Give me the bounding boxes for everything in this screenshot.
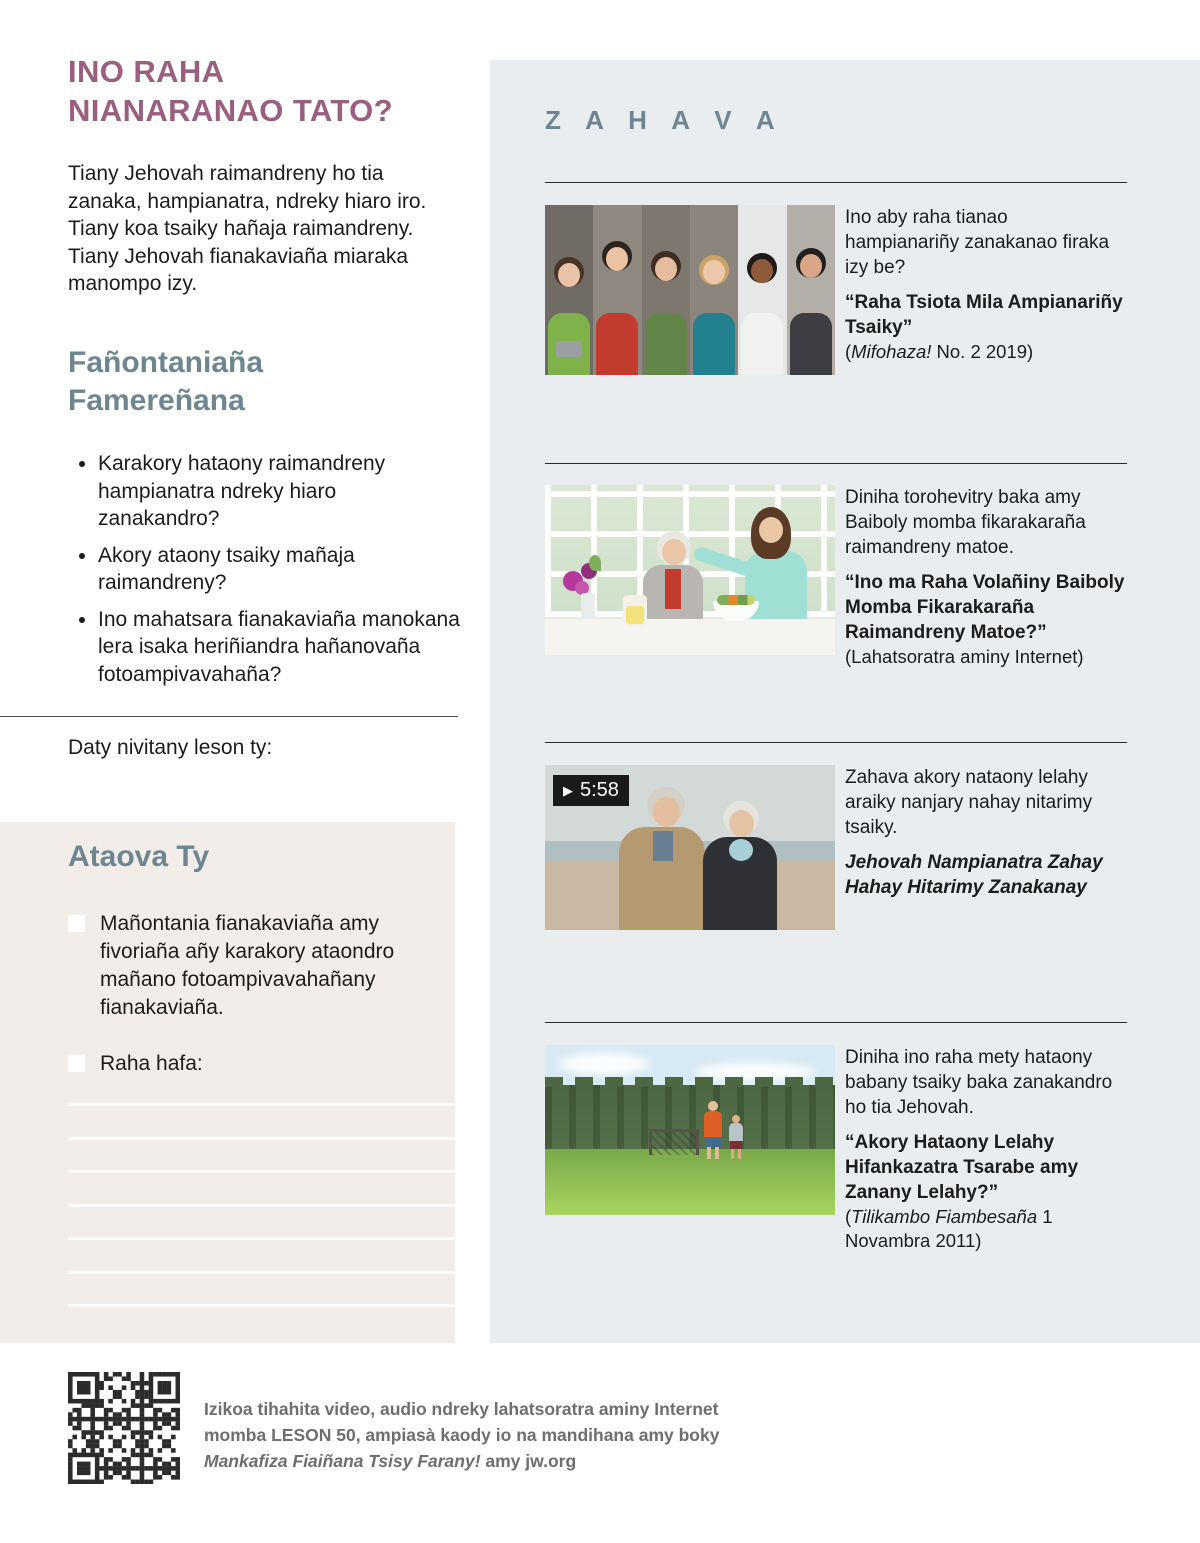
item-divider bbox=[545, 742, 1127, 743]
footer-text: Izikoa tihahita video, audio ndreky lahatsoratra aminy Internet momba LESON 50, ampiasà kaody io na mandihana amy boky Mankafiza Fiaiñana Tsisy Farany! amy jw.org bbox=[204, 1399, 720, 1471]
review-question: • Ino mahatsara fianakaviaña manokana lera isaka heriñiandra hañanovaña fotoampivavahaña? bbox=[98, 606, 462, 689]
item-description: Zahava akory nataony lelahy araiky nanjary nahay nitarimy tsaiky. bbox=[845, 767, 1093, 838]
item-divider bbox=[545, 463, 1127, 464]
left-divider bbox=[0, 716, 458, 717]
item-source: (Mifohaza! No. 2 2019) bbox=[845, 341, 1034, 362]
review-questions-heading: Fañontaniaña Famereñana bbox=[68, 346, 264, 417]
video-thumbnail[interactable] bbox=[545, 765, 835, 930]
todo-item bbox=[68, 910, 438, 1022]
writing-line[interactable] bbox=[68, 1170, 455, 1173]
panel-item bbox=[545, 205, 1127, 375]
item-divider bbox=[545, 1022, 1127, 1023]
item-description: Ino aby raha tianao hampianariñy zanakanao firaka izy be? bbox=[845, 207, 1110, 278]
writing-line[interactable] bbox=[68, 1103, 455, 1106]
todo-box bbox=[0, 822, 455, 1343]
page-title-line1: INO RAHA bbox=[68, 54, 225, 89]
dig-deeper-panel bbox=[490, 60, 1200, 1343]
todo-item bbox=[68, 1050, 438, 1078]
play-icon: ▶ bbox=[563, 783, 573, 798]
page-title-line2: NIANARANAO TATO? bbox=[68, 93, 393, 128]
writing-line[interactable] bbox=[68, 1304, 455, 1307]
item-title: “Akory Hataony Lelahy Hifankazatra Tsarabe amy Zanany Lelahy?” bbox=[845, 1132, 1079, 1203]
writing-lines bbox=[68, 1103, 455, 1307]
intro-paragraph: Tiany Jehovah raimandreny ho tia zanaka, hampianatra, ndreky hiaro iro. Tiany koa tsaiky hañaja raimandreny. Tiany Jehovah fianakaviaña miaraka manompo izy. bbox=[68, 162, 427, 295]
footer bbox=[68, 1372, 780, 1484]
writing-line[interactable] bbox=[68, 1137, 455, 1140]
panel-item bbox=[545, 485, 1127, 669]
completion-date-label: Daty nivitany leson ty: bbox=[68, 736, 273, 759]
page-title bbox=[68, 52, 393, 130]
item-description: Diniha ino raha mety hataony babany tsaiky baka zanakandro ho tia Jehovah. bbox=[845, 1047, 1113, 1118]
checkbox-icon[interactable] bbox=[68, 915, 85, 932]
todo-item-label: Mañontania fianakaviaña amy fivoriaña añy karakory ataondro mañano fotoampivavahañany fianakaviaña. bbox=[100, 912, 395, 1019]
serving-meal-photo bbox=[545, 485, 835, 655]
todo-heading: Ataova Ty bbox=[68, 840, 210, 873]
writing-line[interactable] bbox=[68, 1204, 455, 1207]
panel-item bbox=[545, 1045, 1127, 1253]
item-source: (Tilikambo Fiambesaña 1 Novambra 2011) bbox=[845, 1206, 1053, 1251]
review-question: • Akory ataony tsaiky mañaja raimandreny? bbox=[98, 542, 462, 597]
panel-item bbox=[545, 765, 1127, 930]
father-son-field-photo bbox=[545, 1045, 835, 1215]
review-question: • Karakory hataony raimandreny hampianatra ndreky hiaro zanakandro? bbox=[98, 450, 462, 533]
item-source: (Lahatsoratra aminy Internet) bbox=[845, 646, 1084, 667]
panel-heading: Z A H A V A bbox=[545, 105, 784, 135]
children-collage-photo bbox=[545, 205, 835, 375]
video-duration-badge bbox=[553, 775, 629, 806]
writing-line[interactable] bbox=[68, 1271, 455, 1274]
todo-item-label: Raha hafa: bbox=[100, 1052, 203, 1075]
item-title: “Raha Tsiota Mila Ampianariñy Tsaiky” bbox=[845, 292, 1123, 338]
qr-code bbox=[68, 1372, 180, 1484]
item-description: Diniha torohevitry baka amy Baiboly momba fikarakaraña raimandreny matoe. bbox=[845, 487, 1086, 558]
writing-line[interactable] bbox=[68, 1237, 455, 1240]
checkbox-icon[interactable] bbox=[68, 1055, 85, 1072]
video-duration: 5:58 bbox=[580, 779, 619, 801]
item-divider bbox=[545, 182, 1127, 183]
item-title: Jehovah Nampianatra Zahay Hahay Hitarimy Zanakanay bbox=[845, 852, 1103, 898]
item-title: “Ino ma Raha Volañiny Baiboly Momba Fikarakaraña Raimandreny Matoe?” bbox=[845, 572, 1125, 643]
review-questions-list bbox=[68, 450, 462, 697]
